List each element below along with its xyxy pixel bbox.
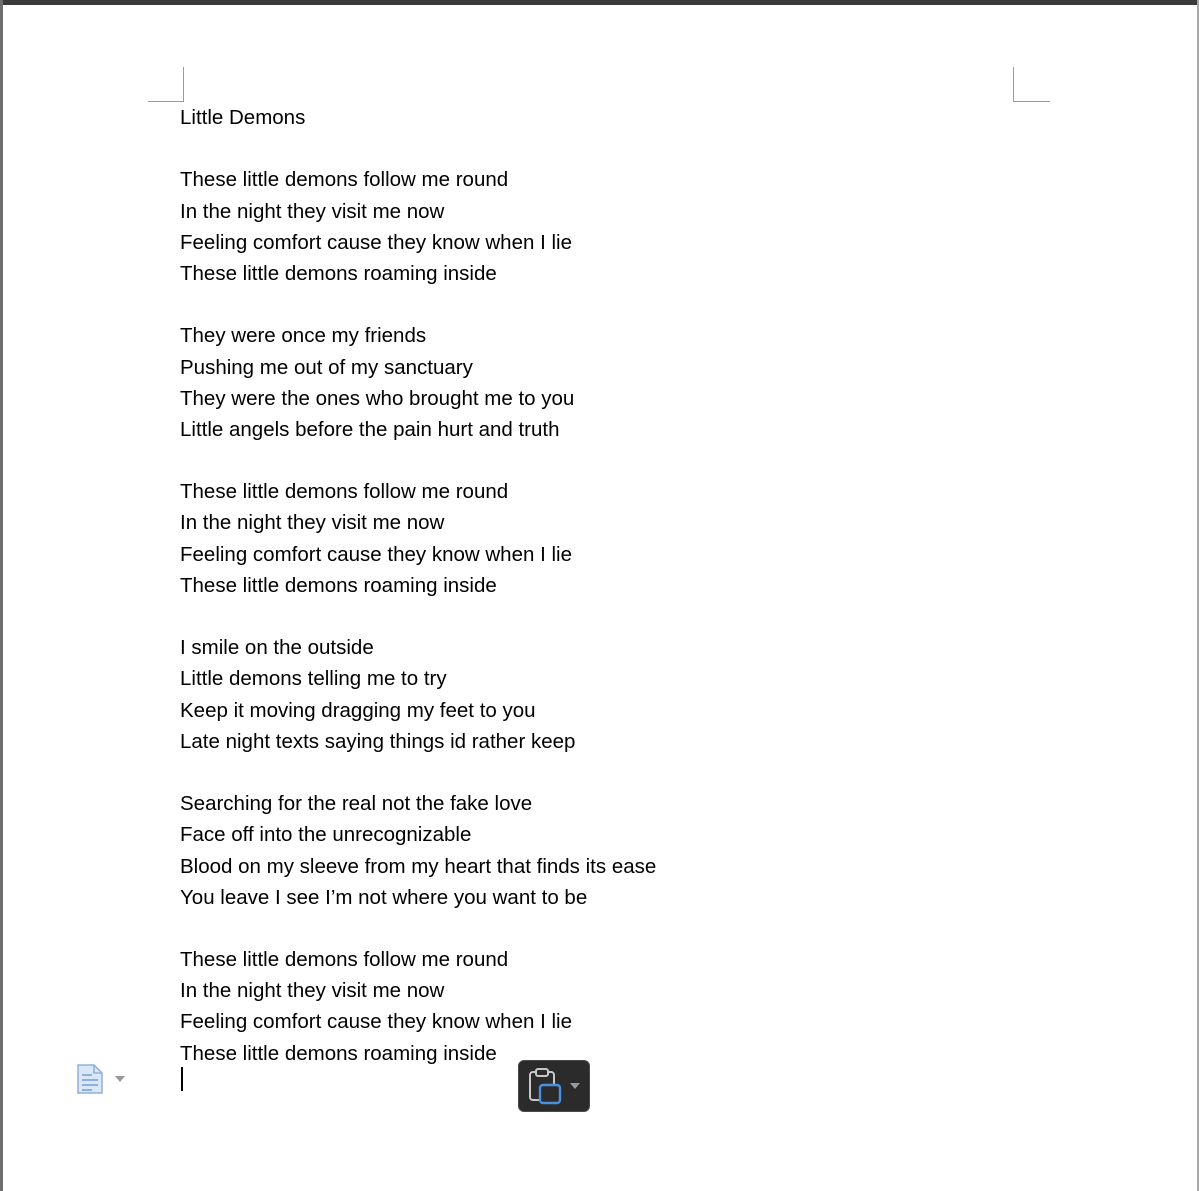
text-line[interactable]: You leave I see I’m not where you want to be: [180, 885, 588, 909]
text-line[interactable]: These little demons follow me round: [180, 168, 509, 192]
text-line[interactable]: They were once my friends: [180, 324, 427, 348]
empty-line[interactable]: [180, 601, 1000, 632]
text-line[interactable]: These little demons follow me round: [180, 480, 509, 504]
clipboard-icon: [527, 1067, 563, 1105]
text-line[interactable]: These little demons follow me round: [180, 948, 509, 972]
text-line[interactable]: Little demons telling me to try: [180, 667, 447, 691]
text-line[interactable]: These little demons roaming inside: [180, 1041, 497, 1065]
margin-corner-top-right: [1013, 67, 1050, 102]
empty-line[interactable]: [180, 445, 1000, 476]
text-line[interactable]: Feeling comfort cause they know when I lie: [180, 542, 572, 566]
text-line[interactable]: Face off into the unrecognizable: [180, 823, 472, 847]
text-line[interactable]: Little angels before the pain hurt and truth: [180, 417, 560, 441]
paragraph-style-indicator[interactable]: [76, 1062, 132, 1096]
text-line[interactable]: These little demons roaming inside: [180, 573, 497, 597]
text-line[interactable]: Feeling comfort cause they know when I lie: [180, 1010, 572, 1034]
text-line[interactable]: Pushing me out of my sanctuary: [180, 355, 473, 379]
text-line[interactable]: Blood on my sleeve from my heart that finds its ease: [180, 854, 657, 878]
empty-line[interactable]: [180, 757, 1000, 788]
empty-line[interactable]: [180, 289, 1000, 320]
paragraph-style-icon: [76, 1063, 104, 1095]
text-line[interactable]: Keep it moving dragging my feet to you: [180, 698, 536, 722]
text-line[interactable]: These little demons roaming inside: [180, 261, 497, 285]
empty-line[interactable]: [180, 133, 1000, 164]
chevron-down-icon[interactable]: [114, 1075, 126, 1083]
chevron-down-icon[interactable]: [569, 1082, 581, 1090]
text-line[interactable]: They were the ones who brought me to you: [180, 386, 575, 410]
text-line[interactable]: I smile on the outside: [180, 636, 374, 660]
text-line[interactable]: Late night texts saying things id rather keep: [180, 729, 576, 753]
paste-options-button[interactable]: [518, 1060, 590, 1112]
text-line[interactable]: In the night they visit me now: [180, 979, 445, 1003]
document-body[interactable]: [180, 102, 1000, 1069]
margin-corner-top-left: [148, 67, 184, 102]
text-line[interactable]: Little Demons: [180, 106, 306, 129]
text-line[interactable]: Searching for the real not the fake love: [180, 792, 533, 816]
text-cursor: [181, 1067, 183, 1091]
text-line[interactable]: Feeling comfort cause they know when I lie: [180, 230, 572, 254]
empty-line[interactable]: [180, 913, 1000, 944]
text-line[interactable]: In the night they visit me now: [180, 199, 445, 223]
text-line[interactable]: In the night they visit me now: [180, 511, 445, 535]
